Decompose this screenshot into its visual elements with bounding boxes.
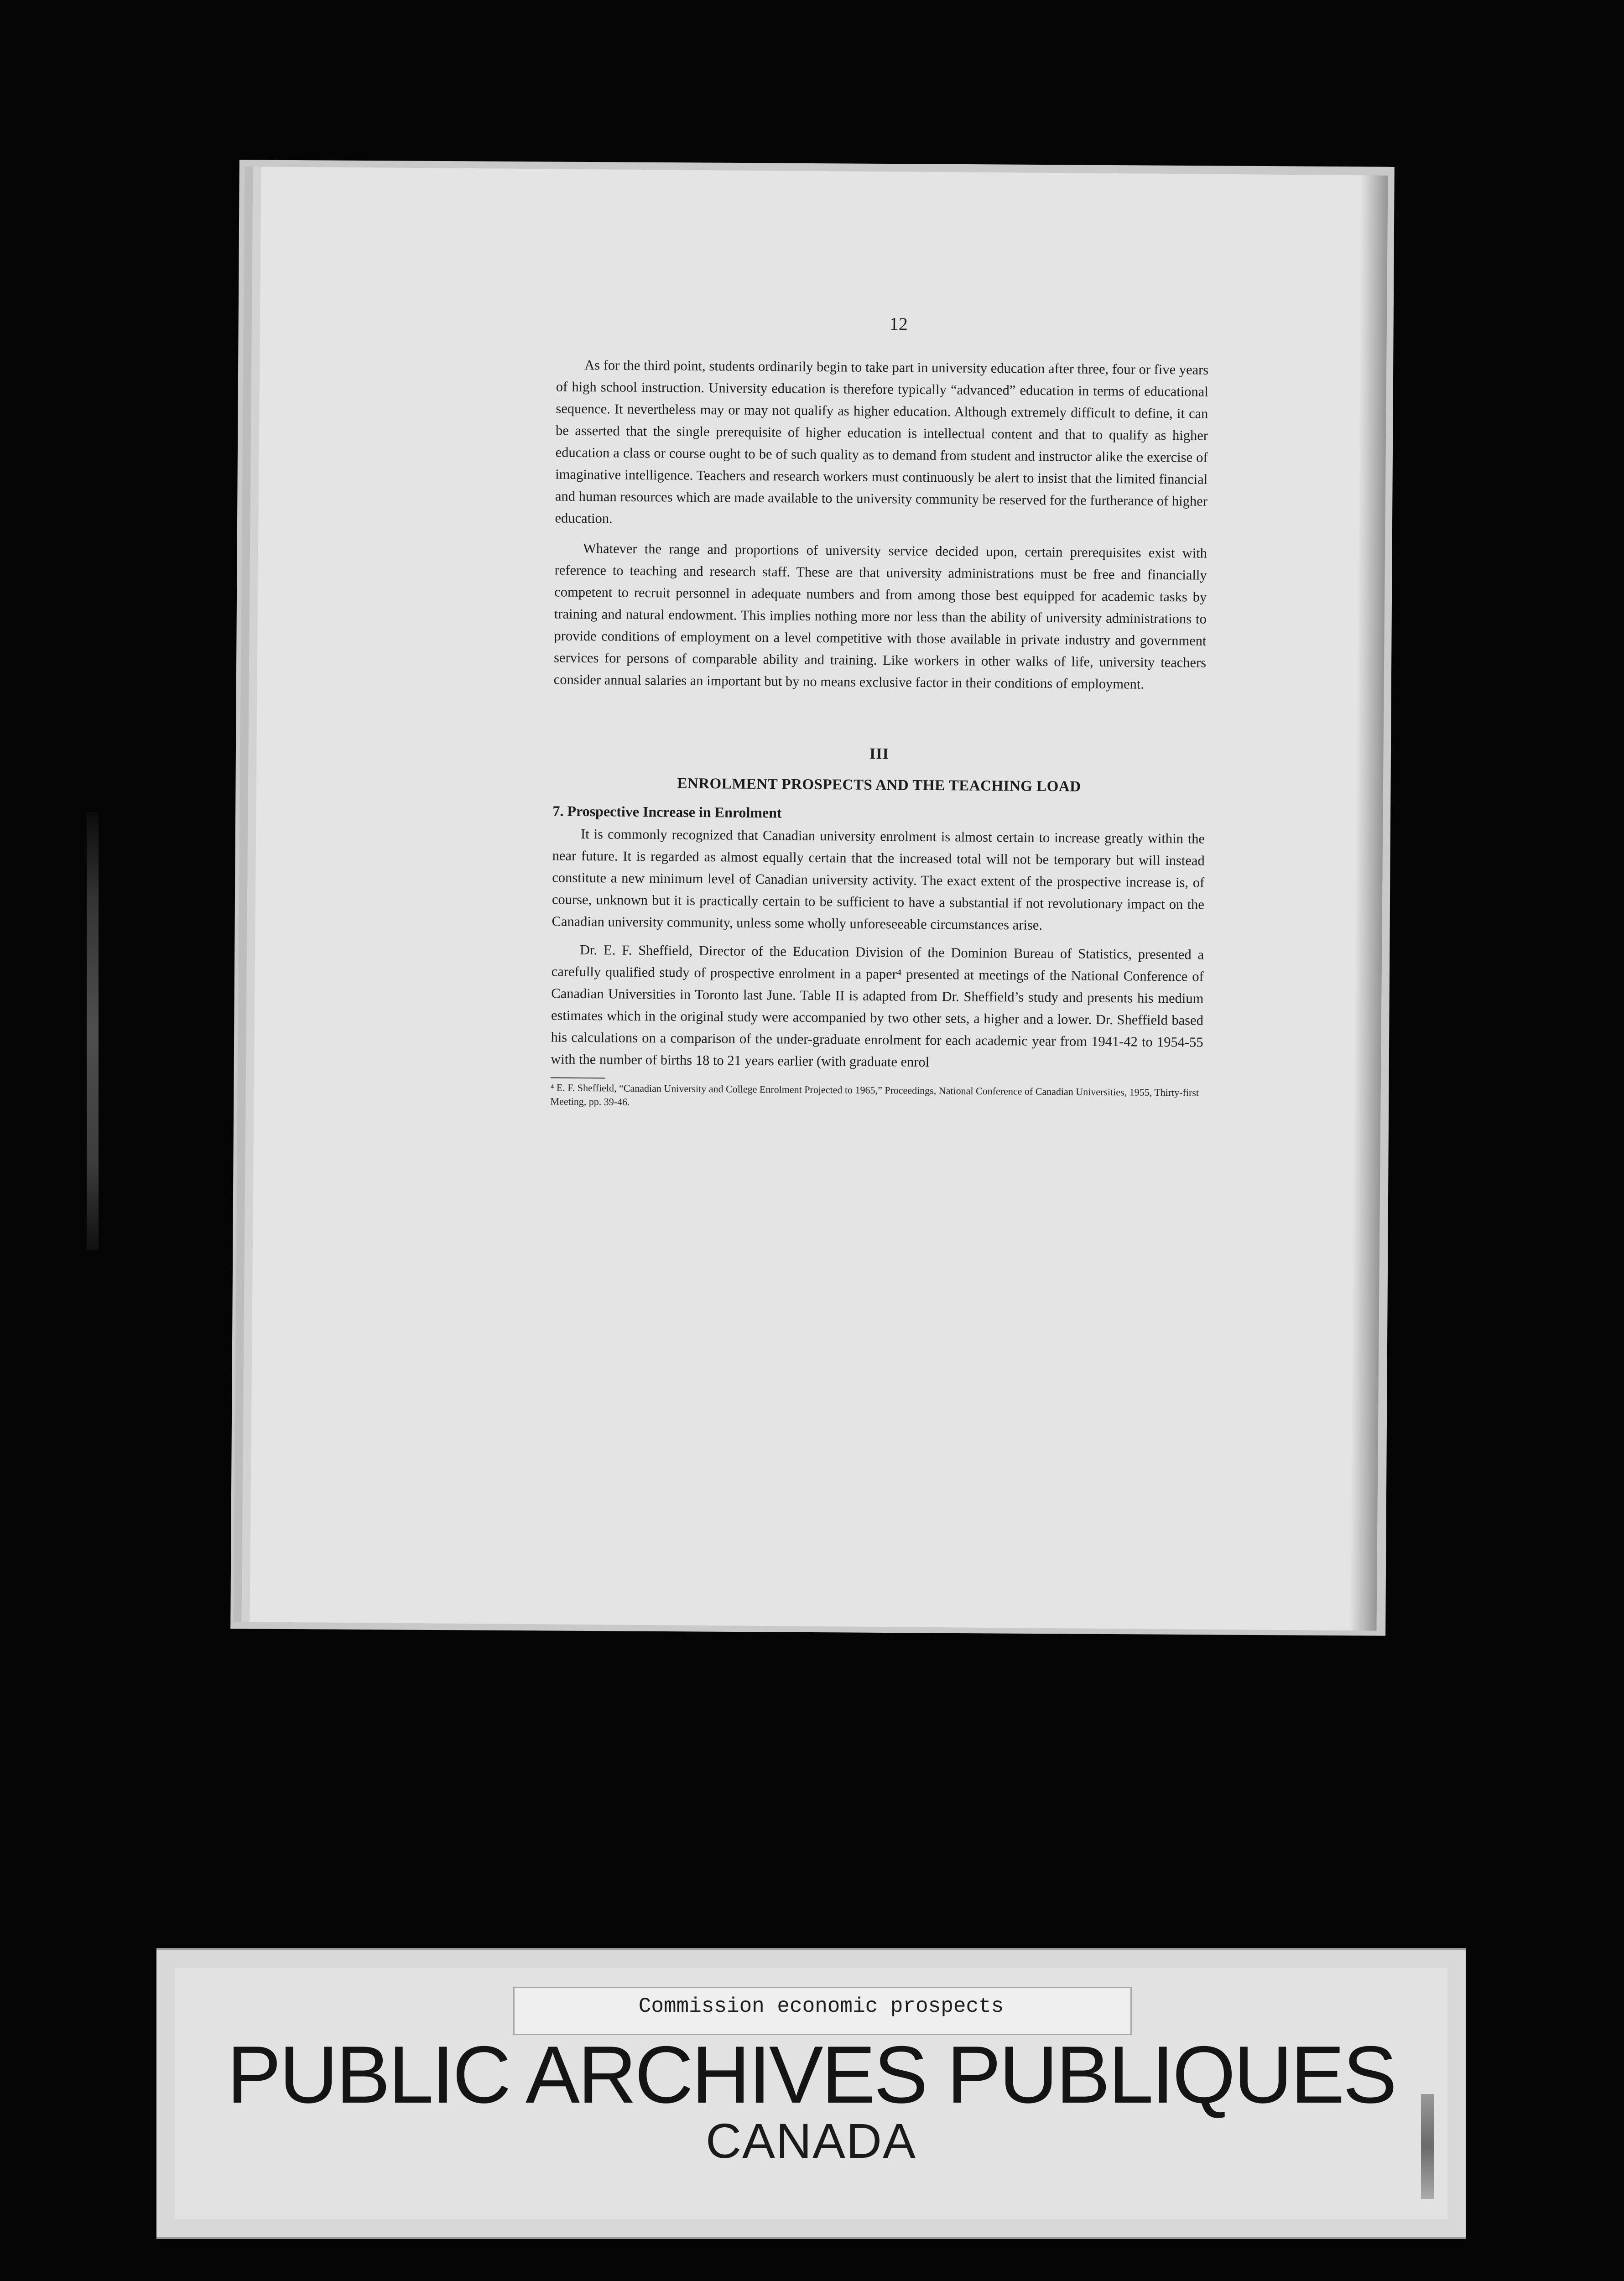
archives-institution-name: PUBLIC ARCHIVES PUBLIQUES: [227, 2029, 1395, 2120]
subsection-title: 7. Prospective Increase in Enrolment: [552, 802, 782, 821]
section-number: III: [869, 745, 889, 763]
series-label: Commission economic prospects: [638, 1995, 1004, 2018]
label-edge-mark: [1421, 2094, 1434, 2199]
film-edge-scratch: [87, 812, 99, 1250]
section-title: ENROLMENT PROSPECTS AND THE TEACHING LOAD: [677, 775, 1081, 795]
footnote-rule: [551, 1077, 605, 1078]
paragraph-sheffield-study: Dr. E. F. Sheffield, Director of the Education Division of the Dominion Bureau of Statistics, presented a carefully qualified study of prospective enrolment in a paper⁴ presented at meetings of the National Conference of Canadian Universities in Toronto last June. Table II is adapted from Dr. Sheffield’s study and presents his medium estimates which in the original study were accompanied by two other sets, a higher and a lower. Dr. Sheffield based his calculations on a comparison of the under-graduate enrolment for each academic year from 1941-42 to 1954-55 with the number of births 18 to 21 years earlier (with graduate enrol: [551, 942, 1204, 1070]
document-page: [250, 167, 1388, 1630]
paragraph-third-point: As for the third point, students ordinarily begin to take part in university education after three, four or five years of high school instruction. University education is therefore typically “advanced” education in terms of educational sequence. It nevertheless may or may not qualify as higher education. Although extremely difficult to define, it can be asserted that the single prerequisite of higher education is intellectual content and that to qualify as higher education a class or course ought to be of such quality as to demand from student and instructor alike the exercise of imaginative intelligence. Teachers and research workers must continuously be alert to insist that the limited financial and human resources which are made available to the university community be reserved for the furtherance of higher education.: [555, 357, 1209, 526]
paragraph-prerequisites: Whatever the range and proportions of university service decided upon, certain prerequisites exist with reference to teaching and research staff. These are that university administrations must be free and financially competent to recruit personnel in adequate numbers and from among those best equipped for academic tasks by training and natural endowment. This implies nothing more nor less than the ability of university administrations to provide conditions of employment on a level competitive with those available in private industry and government services for persons of comparable ability and training. Like workers in other walks of life, university teachers consider annual salaries an important but by no means exclusive factor in their conditions of employment.: [553, 540, 1208, 692]
page-body: [550, 354, 1208, 1113]
paragraph-enrolment-increase: It is commonly recognized that Canadian university enrolment is almost certain to increase greatly within the near future. It is regarded as almost equally certain that the increased total will not be temporary but will instead constitute a new minimum level of Canadian university activity. The exact extent of the prospective increase is, of course, unknown but it is practically certain to be sufficient to have a substantial if not revolutionary impact on the Canadian university community, unless some wholly unforeseeable circumstances arise.: [552, 826, 1205, 933]
archives-country: CANADA: [705, 2113, 917, 2168]
page-number: 12: [889, 313, 908, 334]
footnote: ⁴ E. F. Sheffield, “Canadian University and College Enrolment Projected to 1965,” Proceedings, National Conference of Canadian Universities, 1955, Thirty-first Meeting, pp. 39-46.: [550, 1082, 1199, 1108]
